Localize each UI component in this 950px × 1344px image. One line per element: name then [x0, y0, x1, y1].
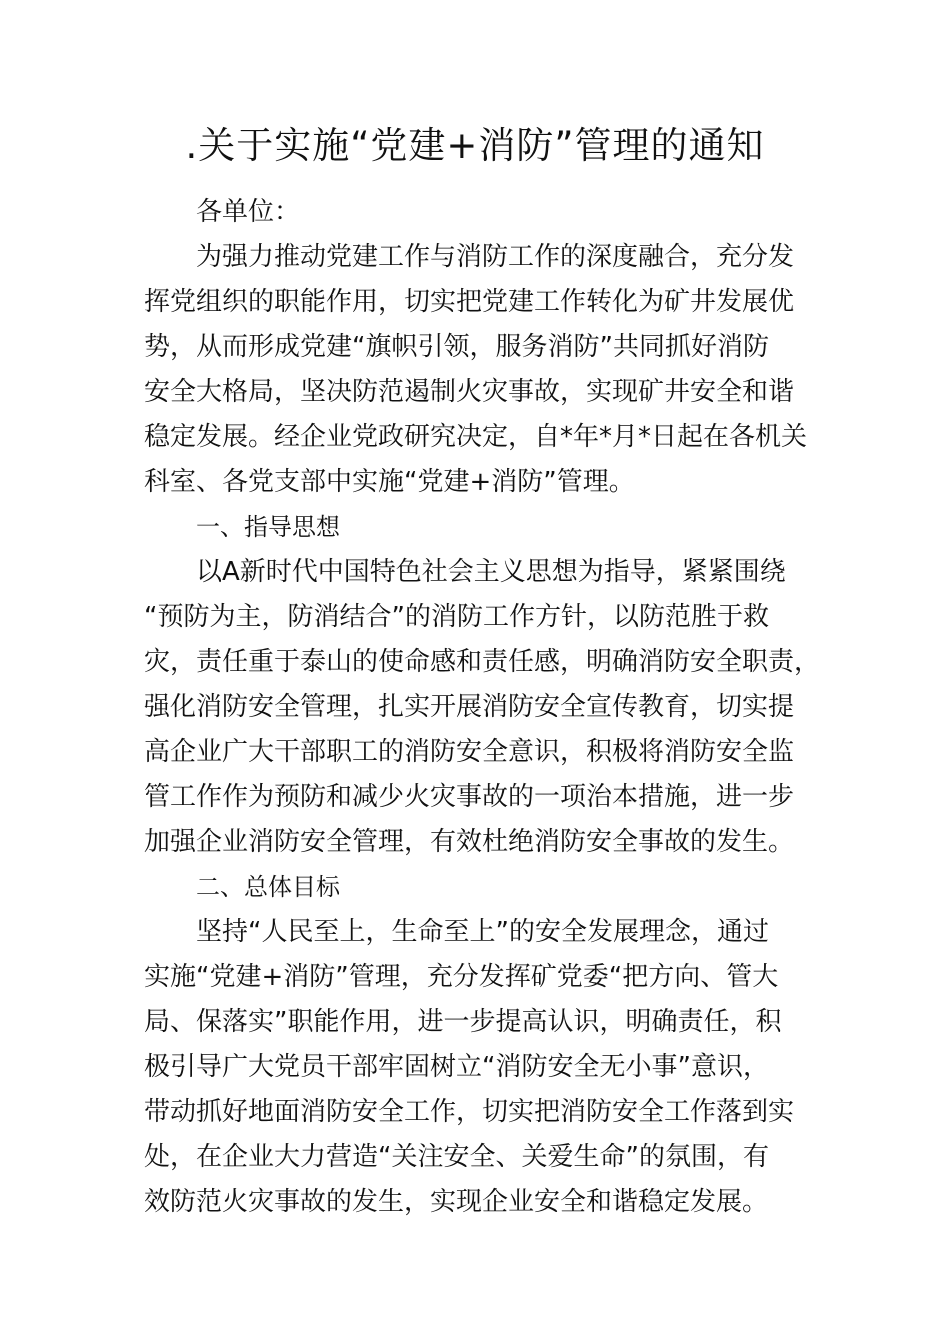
text-line: “预防为主，防消结合”的消防工作方针，以防范胜于救 — [144, 602, 769, 632]
document-body — [144, 190, 821, 1225]
text-line: 灾，责任重于泰山的使命感和责任感，明确消防安全职责， — [144, 647, 821, 677]
text-line: 坚持“人民至上，生命至上”的安全发展理念，通过 — [196, 917, 769, 947]
text-line: 处，在企业大力营造“关注安全、关爱生命”的氛围，有 — [144, 1142, 769, 1172]
section-heading: 二、总体目标 — [196, 873, 340, 901]
text-line: 安全大格局，坚决防范遏制火灾事故，实现矿井安全和谐 — [144, 377, 795, 407]
text-line: 挥党组织的职能作用，切实把党建工作转化为矿井发展优 — [144, 287, 795, 317]
text-line: 效防范火灾事故的发生，实现企业安全和谐稳定发展。 — [144, 1187, 769, 1217]
text-line: 局、保落实”职能作用，进一步提高认识，明确责任，积 — [144, 1007, 782, 1037]
text-line: 高企业广大干部职工的消防安全意识，积极将消防安全监 — [144, 737, 795, 767]
text-line: 为强力推动党建工作与消防工作的深度融合，充分发 — [196, 242, 795, 272]
text-line: 管工作作为预防和减少火灾事故的一项治本措施，进一步 — [144, 782, 795, 812]
section-heading: 一、指导思想 — [196, 513, 340, 541]
text-line: 带动抓好地面消防安全工作，切实把消防安全工作落到实 — [144, 1097, 795, 1127]
text-line: 以A新时代中国特色社会主义思想为指导，紧紧围绕 — [196, 557, 786, 587]
text-line: 各单位： — [196, 197, 301, 227]
text-line: 稳定发展。经企业党政研究决定，自*年*月*日起在各机关 — [144, 422, 808, 452]
document-title: .关于实施“党建+消防”管理的通知 — [185, 124, 765, 167]
text-line: 科室、各党支部中实施“党建+消防”管理。 — [144, 467, 635, 497]
text-line: 实施“党建+消防”管理，充分发挥矿党委“把方向、管大 — [144, 962, 779, 992]
text-line: 强化消防安全管理，扎实开展消防安全宣传教育，切实提 — [144, 692, 795, 722]
text-line: 势，从而形成党建“旗帜引领，服务消防”共同抓好消防 — [144, 332, 769, 362]
text-line: 极引导广大党员干部牢固树立“消防安全无小事”意识， — [144, 1052, 769, 1082]
text-line: 加强企业消防安全管理，有效杜绝消防安全事故的发生。 — [144, 827, 795, 857]
